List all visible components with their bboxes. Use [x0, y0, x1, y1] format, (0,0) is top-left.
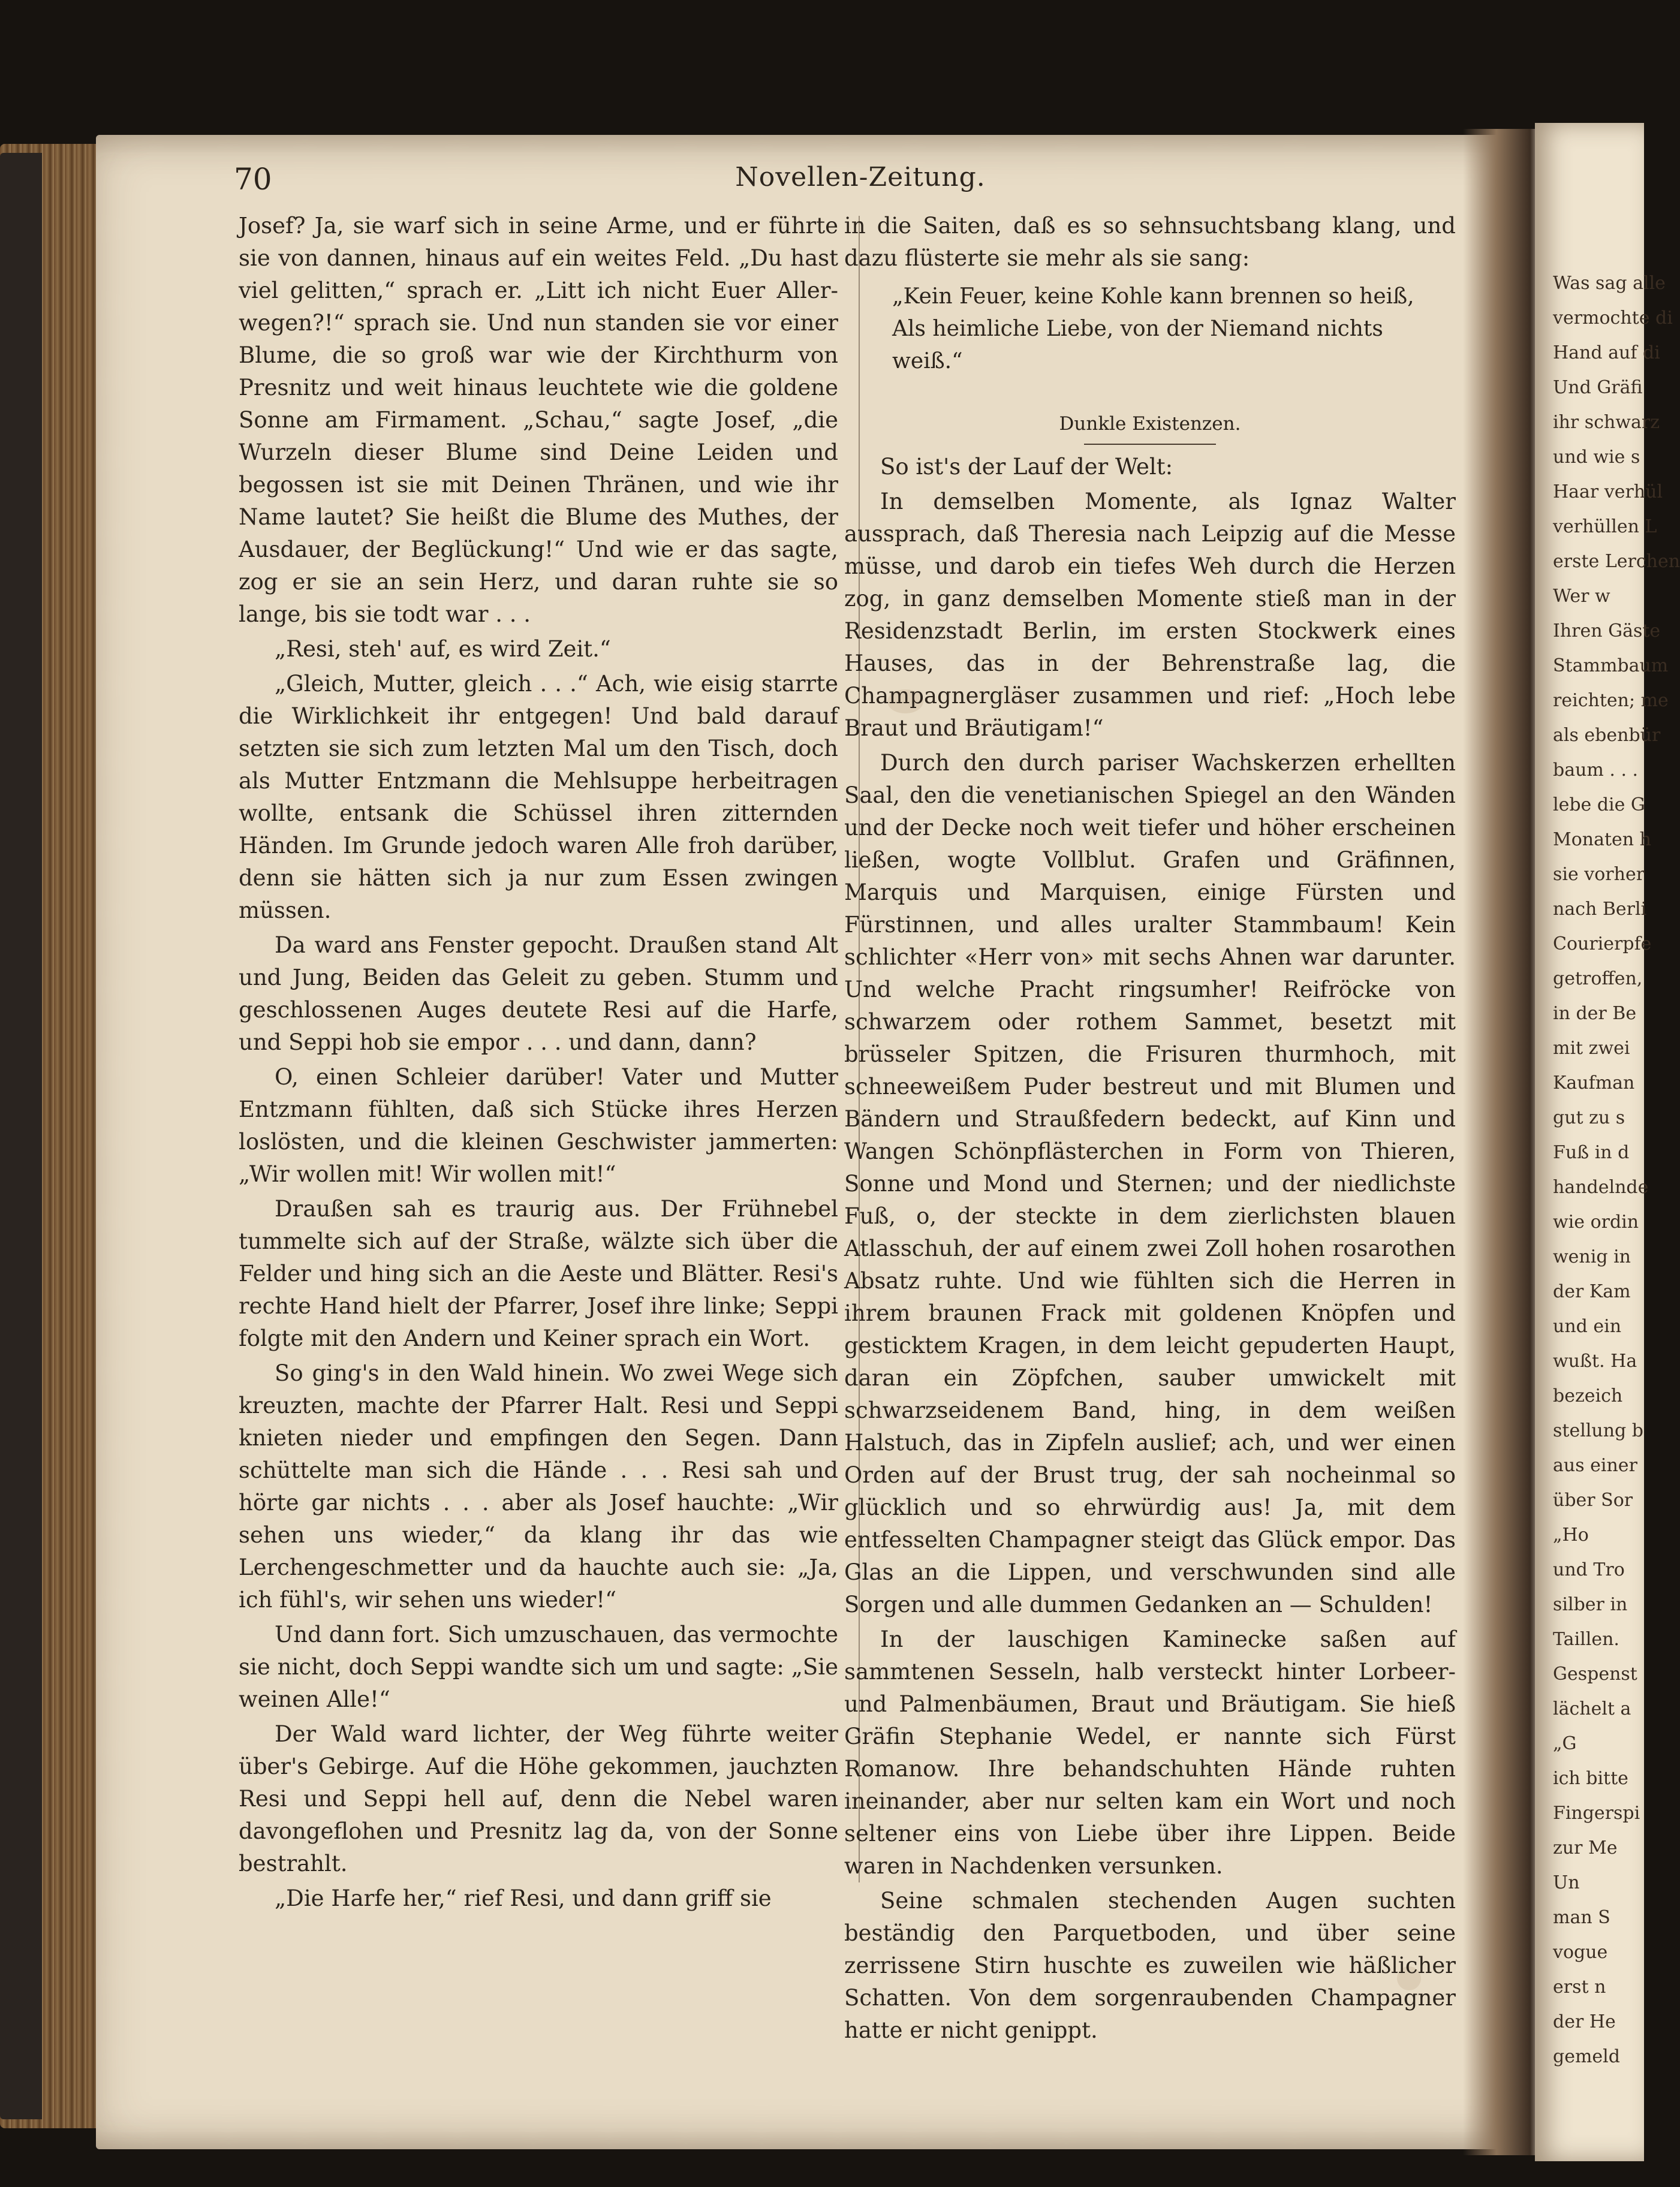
facing-page-text-fragment: verhüllen L [1553, 516, 1657, 537]
running-head: Novellen-Zeitung. [735, 162, 986, 192]
facing-page-text-fragment: zur Me [1553, 1837, 1618, 1858]
facing-page-text-fragment: Stammbaum [1553, 655, 1669, 676]
facing-page-text-fragment: Hand auf di [1553, 342, 1660, 363]
facing-page-text-fragment: silber in [1553, 1594, 1628, 1615]
facing-page-text-fragment: nach Berli [1553, 899, 1647, 920]
facing-page-text-fragment: Monaten h [1553, 829, 1651, 850]
facing-page-text-fragment: in der Be [1553, 1003, 1637, 1024]
paragraph: Draußen sah es traurig aus. Der Frühnebel tummelte sich auf der Straße, wälzte sich über die Felder und hing sich an die Aeste und Blätter. Resi's rechte Hand hielt der Pfarrer, Josef ihre linke; Seppi folgte mit den Andern und Keiner sprach ein Wort. [239, 1196, 838, 1351]
paragraph: Und dann fort. Sich umzuschauen, das vermochte sie nicht, doch Seppi wandte sich um und sagte: „Sie weinen Alle!“ [239, 1622, 838, 1712]
facing-page-text-fragment: sie vorher [1553, 864, 1645, 885]
facing-page-text-fragment: ihr schwarz [1553, 412, 1660, 433]
facing-page-text-fragment: als ebenbür [1553, 725, 1661, 746]
paragraph: Josef? Ja, sie warf sich in seine Arme, und er führte sie von dannen, hinaus auf ein weites Feld. „Du hast viel gelitten,“ sprach er. „Litt ich nicht Euer Aller-wegen?!“ sprach sie. Und nun standen sie vor einer Blume, die so groß war wie der Kirchthurm von Presnitz und weit hinaus leuchtete wie die goldene Sonne am Firmament. „Schau,“ sagte Josef, „die Wurzeln dieser Blume sind Deine Leiden und begossen ist sie mit Deinen Thränen, und wie ihr Name lautet? Sie heißt die Blume des Muthes, der Ausdauer, der Beglückung!“ Und wie er das sagte, zog er sie an sein Herz, und daran ruhte sie so lange, bis sie todt war . . . [239, 213, 838, 627]
paragraph: Der Wald ward lichter, der Weg führte weiter über's Gebirge. Auf die Höhe gekommen, jauchzten Resi und Seppi hell auf, denn die Nebel waren davongeflohen und Presnitz lag da, von der Sonne bestrahlt. [239, 1721, 838, 1876]
page-header [234, 162, 1487, 204]
facing-page-text-fragment: Gespenst [1553, 1664, 1637, 1685]
facing-page-text-fragment: bezeich [1553, 1385, 1623, 1406]
facing-page-text-fragment: vogue [1553, 1942, 1608, 1963]
paragraph: „Resi, steh' auf, es wird Zeit.“ [275, 636, 611, 662]
facing-page-text-fragment: und wie s [1553, 447, 1640, 468]
facing-page-text-fragment: mit zwei [1553, 1038, 1630, 1059]
facing-page-text-fragment: stellung b [1553, 1420, 1643, 1441]
facing-page-text-fragment: Taillen. [1553, 1629, 1619, 1650]
facing-page-text-fragment: „G [1553, 1733, 1577, 1754]
verse-line: Als heimliche Liebe, von der Niemand nichts weiß.“ [892, 317, 1383, 373]
facing-page-text-fragment: Fuß in d [1553, 1142, 1630, 1163]
facing-page-text-fragment: Haar verhül [1553, 481, 1663, 502]
paragraph: „Die Harfe her,“ rief Resi, und dann griff sie [275, 1885, 772, 1911]
paragraph: In der lauschigen Kaminecke saßen auf sammtenen Sesseln, halb versteckt hinter Lorbeer- und Palmenbäumen, Braut und Bräutigam. Sie hieß Gräfin Stephanie Wedel, er nannte sich Fürst Romanow. Ihre behandschuhten Hände ruhten ineinander, aber nur selten kam ein Wort und noch seltener eins von Liebe über ihre Lippen. Beide waren in Nachdenken versunken. [844, 1626, 1456, 1879]
facing-page-text-fragment: baum . . . [1553, 760, 1639, 781]
facing-page-text-fragment: ich bitte [1553, 1768, 1628, 1789]
book-gutter [1463, 129, 1547, 2155]
facing-page-text-fragment: und Tro [1553, 1559, 1625, 1580]
facing-page-text-fragment: der Kam [1553, 1281, 1631, 1302]
facing-page-text-fragment: Fingerspi [1553, 1803, 1640, 1824]
facing-page-fragment [1535, 123, 1680, 2161]
right-text-column [844, 210, 1456, 2049]
facing-page-text-fragment: gut zu s [1553, 1107, 1625, 1128]
paragraph: Durch den durch pariser Wachskerzen erhellten Saal, den die venetianischen Spiegel an den Wänden und der Decke noch weit tiefer und höher erscheinen ließen, wogte Vollblut. Grafen und Gräfinnen, Marquis und Marquisen, einige Fürsten und Fürstinnen, und alles uralter Stammbaum! Kein schlichter «Herr von» mit sechs Ahnen war darunter. Und welche Pracht ringsumher! Reifröcke von schwarzem oder rothem Sammet, besetzt mit brüsseler Spitzen, die Frisuren thurmhoch, mit schneeweißem Puder bestreut und mit Blumen und Bändern und Straußfedern bedeckt, auf Kinn und Wangen Schönpflästerchen in Form von Thieren, Sonne und Mond und Sternen; und der niedlichste Fuß, o, der steckte in dem zierlichsten blauen Atlasschuh, der auf einem zwei Zoll hohen rosarothen Absatz ruhte. Und wie fühlten sich die Herren in ihrem braunen Frack mit goldenen Knöpfen und gesticktem Kragen, in dem leicht gepuderten Haupt, daran ein Zöpfchen, sauber umwickelt mit schwarzseidenem Band, hing, in dem weißen Halstuch, das in Zipfeln auslief; ach, und wer einen Orden auf der Brust trug, der sah nocheinmal so glücklich und so ehrwürdig aus! Ja, mit dem entfesselten Champagner steigt das Glück empor. Das Glas an die Lippen, und verschwunden sind alle Sorgen und alle dummen Gedanken an — Schulden! [844, 750, 1456, 1617]
paragraph: So ging's in den Wald hinein. Wo zwei Wege sich kreuzten, machte der Pfarrer Halt. Resi und Seppi knieten nieder und empfingen den Segen. Dann schüttelte man sich die Hände . . . Resi sah und hörte gar nichts . . . aber als Josef hauchte: „Wir sehen uns wieder,“ da klang ihr das wie Lerchengeschmetter und da hauchte auch sie: „Ja, ich fühl's, wir sehen uns wieder!“ [239, 1360, 838, 1613]
paragraph: in die Saiten, daß es so sehnsuchtsbang klang, und dazu flüsterte sie mehr als sie sang: [844, 213, 1456, 271]
facing-page-text-fragment: reichten; me [1553, 690, 1669, 711]
facing-page-text-fragment: Ihren Gäste [1553, 620, 1661, 641]
verse [892, 281, 1456, 378]
paragraph: In demselben Momente, als Ignaz Walter aussprach, daß Theresia nach Leipzig auf die Messe müsse, und darob ein tiefes Weh durch die Herzen zog, in ganz demselben Momente stieß man in der Residenzstadt Berlin, im ersten Stockwerk eines Hauses, das in der Behrenstraße lag, die Champagnergläser zusammen und rief: „Hoch lebe Braut und Bräutigam!“ [844, 489, 1456, 741]
verse-line: „Kein Feuer, keine Kohle kann brennen so heiß, [892, 284, 1414, 309]
book-cover-edge [0, 153, 42, 2119]
facing-page-text-fragment: erste Lerchen [1553, 551, 1680, 572]
facing-page-text-fragment: gemeld [1553, 2046, 1620, 2067]
facing-page-text-fragment: Wer w [1553, 586, 1610, 607]
facing-page-text-fragment: wie ordin [1553, 1212, 1639, 1233]
facing-page-text-fragment: Kaufman [1553, 1073, 1635, 1094]
facing-page-text-fragment: Und Gräfi [1553, 377, 1643, 398]
facing-page-text-fragment: der He [1553, 2011, 1616, 2032]
left-text-column [239, 210, 838, 1917]
facing-page-text-fragment: aus einer [1553, 1455, 1637, 1476]
paragraph: Seine schmalen stechenden Augen suchten beständig den Parquetboden, und über seine zerrissene Stirn huschte es zuweilen wie häßlicher Schatten. Von dem sorgenraubenden Champagner hatte er nicht genippt. [844, 1888, 1456, 2043]
paragraph: Da ward ans Fenster gepocht. Draußen stand Alt und Jung, Beiden das Geleit zu geben. Stumm und geschlossenen Auges deutete Resi auf die Harfe, und Seppi hob sie empor . . . und dann, dann? [239, 932, 838, 1055]
facing-page-text-fragment: über Sor [1553, 1490, 1633, 1511]
facing-page-text-fragment: wußt. Ha [1553, 1351, 1637, 1372]
section-divider [1084, 444, 1216, 445]
facing-page-text-fragment: Un [1553, 1872, 1580, 1893]
paragraph: O, einen Schleier darüber! Vater und Mutter Entzmann fühlten, daß sich Stücke ihres Herzen loslösten, und die kleinen Geschwister jammerten: „Wir wollen mit! Wir wollen mit!“ [239, 1064, 838, 1187]
facing-page-text-fragment: man S [1553, 1907, 1610, 1928]
facing-page-text-fragment: lebe die G [1553, 794, 1645, 815]
facing-page-text-fragment: „Ho [1553, 1525, 1589, 1546]
facing-page-text-fragment: getroffen, [1553, 968, 1643, 989]
page-number: 70 [234, 162, 272, 197]
facing-page-text-fragment: lächelt a [1553, 1698, 1631, 1719]
paragraph: „Gleich, Mutter, gleich . . .“ Ach, wie eisig starrte die Wirklichkeit ihr entgegen! Und bald darauf setzten sie sich zum letzten Mal um den Tisch, doch als Mutter Entzmann die Mehlsuppe herbeitragen wollte, entsank die Schüssel ihren zitternden Händen. Im Grunde jedoch waren Alle froh darüber, denn sie hätten sich ja nur zum Essen zwingen müssen. [239, 671, 838, 923]
facing-page-text-fragment: und ein [1553, 1316, 1622, 1337]
paragraph: So ist's der Lauf der Welt: [880, 454, 1173, 480]
section-title: Dunkle Existenzen. [1059, 413, 1241, 435]
facing-page-text-fragment: wenig in [1553, 1246, 1631, 1267]
facing-page-text-fragment: vermochte di [1553, 308, 1673, 329]
facing-page-text-fragment: erst n [1553, 1977, 1606, 1998]
facing-page-text-fragment: Was sag alle [1553, 273, 1666, 294]
facing-page-text-fragment: Courierpfe [1553, 933, 1652, 954]
facing-page-text-fragment: handelnde [1553, 1177, 1649, 1198]
